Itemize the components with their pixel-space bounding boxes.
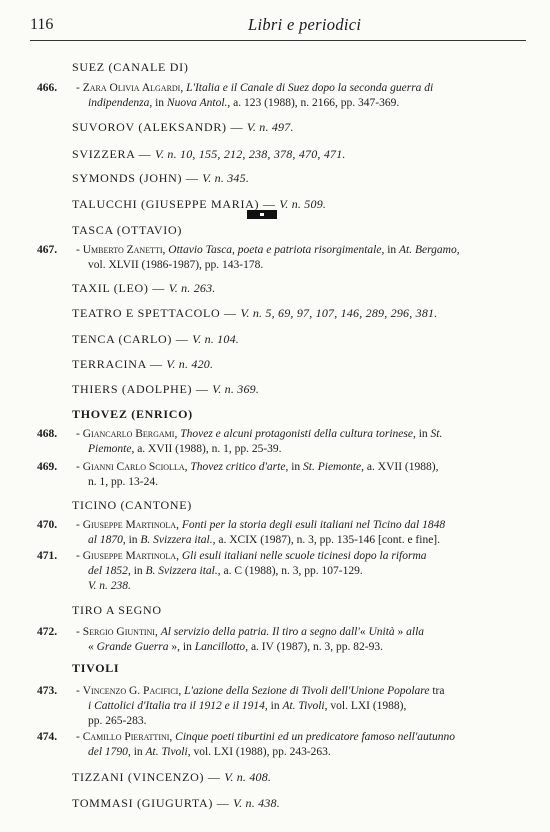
entry-line: vol. XLVII (1986-1987), pp. 143-178. [88, 259, 264, 271]
heading-text: TASCA (OTTAVIO) [72, 223, 183, 237]
cross-reference: V. n. 497. [246, 120, 294, 134]
entry-body [76, 518, 508, 548]
entry-body [76, 684, 508, 729]
entry-line: i Cattolici d'Italia tra il 1912 e il 1914, in At. Tivoli, vol. LXI (1988), [88, 700, 407, 712]
cross-reference: V. n. 438. [233, 796, 280, 810]
entry-line: - Zara Olivia Algardi, L'Italia e il Canale di Suez dopo la seconda guerra di [76, 82, 434, 94]
entry-line: al 1870, in B. Svizzera ital., a. XCIX (1987), n. 3, pp. 135-146 [cont. e fine]. [88, 534, 441, 546]
index-heading [72, 120, 294, 135]
cross-reference: V. n. 263. [168, 281, 216, 295]
cross-reference: V. n. 104. [192, 332, 239, 346]
entry-line: pp. 265-283. [88, 715, 147, 727]
index-heading [72, 147, 346, 162]
heading-text: SUEZ (CANALE DI) [72, 60, 189, 74]
entry-line: - Gianni Carlo Sciolla, Thovez critico d'arte, in St. Piemonte, a. XVII (1988), [76, 461, 439, 473]
index-heading [72, 407, 193, 422]
heading-text: TALUCCHI (GIUSEPPE MARIA) — [72, 197, 276, 211]
header-rule [30, 40, 526, 41]
heading-text: TENCA (CARLO) — [72, 332, 189, 346]
entry-number: 467. [37, 244, 58, 256]
running-title: Libri e periodici [248, 15, 362, 34]
heading-text: TEATRO E SPETTACOLO — [72, 306, 237, 320]
heading-text: TIZZANI (VINCENZO) — [72, 770, 221, 784]
entry-number: 466. [37, 82, 58, 94]
heading-text: TERRACINA — [72, 357, 163, 371]
entry-line: V. n. 238. [88, 580, 131, 592]
index-heading [72, 770, 271, 785]
entry-body [76, 427, 508, 457]
entry-line: indipendenza, in Nuova Antol., a. 123 (1988), n. 2166, pp. 347-369. [88, 97, 400, 109]
index-heading [72, 60, 189, 75]
entry-body [76, 625, 508, 655]
entry-number: 472. [37, 626, 58, 638]
entry-line: del 1790, in At. Tivoli, vol. LXI (1988), pp. 243-263. [88, 746, 331, 758]
cross-reference: V. n. 420. [166, 357, 214, 371]
heading-text: SYMONDS (JOHN) — [72, 171, 199, 185]
running-head [30, 13, 526, 37]
index-heading [72, 281, 216, 296]
index-heading [72, 306, 437, 321]
index-heading [72, 603, 162, 618]
heading-text: TAXIL (LEO) — [72, 281, 166, 295]
index-heading [72, 197, 326, 212]
entry-line: Piemonte, a. XVII (1988), n. 1, pp. 25-39. [88, 443, 282, 455]
entry-line: - Giancarlo Bergami, Thovez e alcuni protagonisti della cultura torinese, in St. [76, 428, 443, 440]
cross-reference: V. n. 5, 69, 97, 107, 146, 289, 296, 381. [240, 306, 438, 320]
index-heading [72, 357, 213, 372]
index-heading [72, 171, 249, 186]
index-heading [72, 661, 119, 676]
heading-text: TICINO (CANTONE) [72, 498, 192, 512]
heading-text: SVIZZERA — [72, 147, 152, 161]
cross-reference: V. n. 509. [279, 197, 327, 211]
entry-number: 471. [37, 550, 58, 562]
heading-text: TIRO A SEGNO [72, 603, 162, 617]
index-heading [72, 223, 182, 238]
entry-body [76, 460, 508, 490]
entry-line: - Sergio Giuntini, Al servizio della patria. Il tiro a segno dall'« Unità » alla [76, 626, 425, 638]
cross-reference: V. n. 345. [202, 171, 250, 185]
entry-line: - Vincenzo G. Pacifici, L'azione della Sezione di Tivoli dell'Unione Popolare tra [76, 685, 445, 697]
index-heading [72, 382, 259, 397]
entry-line: - Giuseppe Martinola, Gli esuli italiani nelle scuole ticinesi dopo la riforma [76, 550, 427, 562]
page-number: 116 [30, 16, 54, 33]
entry-line: - Umberto Zanetti, Ottavio Tasca, poeta e patriota risorgimentale, in At. Bergamo, [76, 244, 460, 256]
entry-line: n. 1, pp. 13-24. [88, 476, 158, 488]
cross-reference: V. n. 408. [224, 770, 272, 784]
entry-line: - Camillo Pierattini, Cinque poeti tiburtini ed un predicatore famoso nell'autunno [76, 731, 455, 743]
index-heading [72, 498, 192, 513]
entry-number: 473. [37, 685, 58, 697]
entry-number: 469. [37, 461, 58, 473]
entry-body [76, 730, 508, 760]
entry-number: 470. [37, 519, 58, 531]
index-heading [72, 332, 239, 347]
heading-text: THIERS (ADOLPHE) — [72, 382, 209, 396]
heading-text: THOVEZ (ENRICO) [72, 407, 193, 421]
heading-text: TOMMASI (GIUGURTA) — [72, 796, 230, 810]
entry-body [76, 243, 508, 273]
entry-body [76, 81, 508, 111]
entry-number: 468. [37, 428, 58, 440]
index-heading [72, 796, 280, 811]
entry-line: - Giuseppe Martinola, Fonti per la storia degli esuli italiani nel Ticino dal 1848 [76, 519, 446, 531]
heading-text: TIVOLI [72, 661, 120, 675]
entry-line: del 1852, in B. Svizzera ital., a. C (1988), n. 3, pp. 107-129. [88, 565, 363, 577]
entry-line: « Grande Guerra », in Lancillotto, a. IV (1987), n. 3, pp. 82-93. [88, 641, 383, 653]
cross-reference: V. n. 369. [212, 382, 260, 396]
heading-text: SUVOROV (ALEKSANDR) — [72, 120, 244, 134]
stamp-dot [260, 213, 264, 216]
cross-reference: V. n. 10, 155, 212, 238, 378, 470, 471. [155, 147, 346, 161]
entry-number: 474. [37, 731, 58, 743]
entry-body [76, 549, 508, 594]
